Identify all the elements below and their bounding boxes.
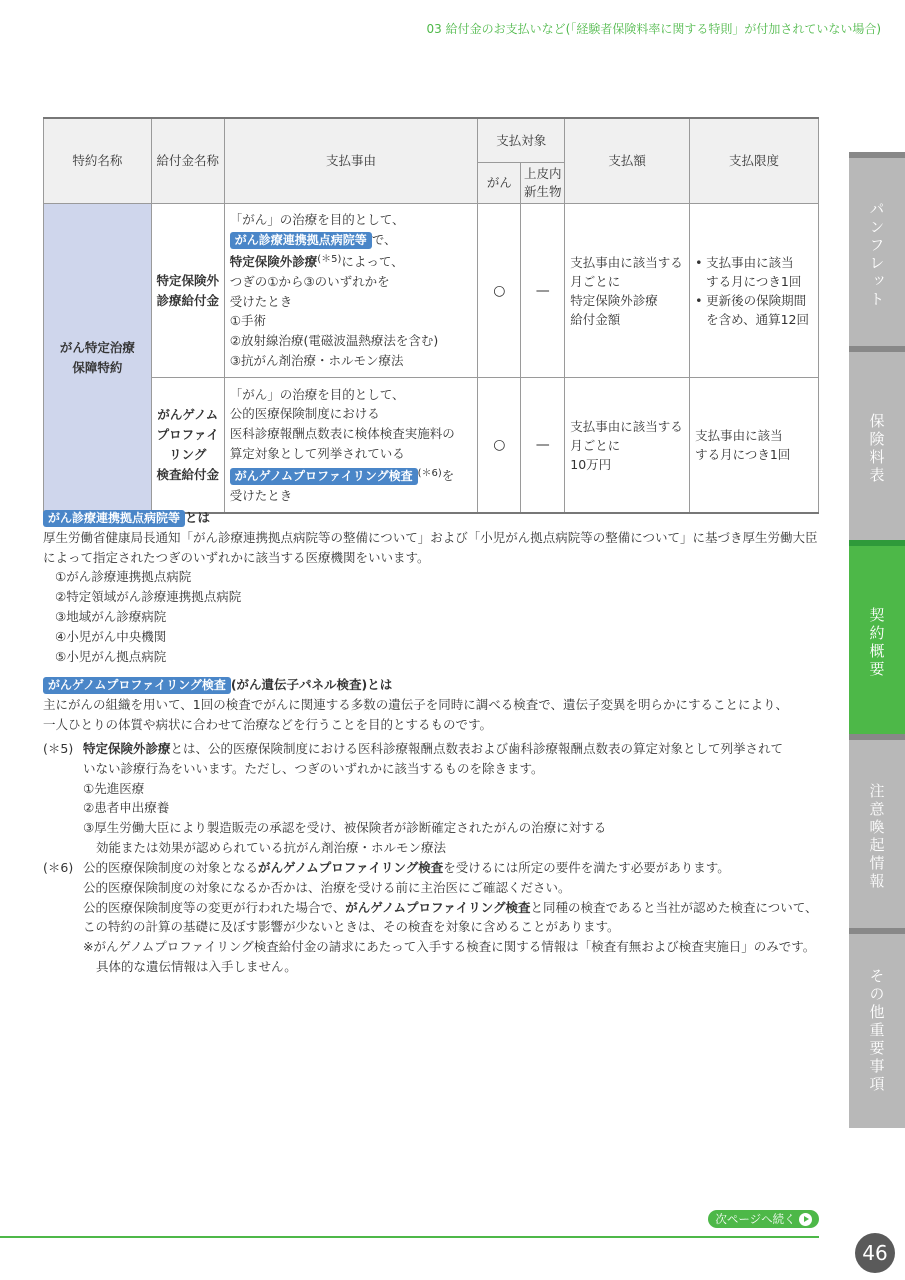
footer-divider xyxy=(0,1236,819,1238)
target-gan-mark: ○ xyxy=(478,378,521,514)
footnote-5: (＊5) 特定保険外診療とは、公的医療保険制度における医科診療報酬点数表および歯科診療報酬点数表の算定対象として列挙されて いない診療行為をいいます。ただし、つぎのいずれかに該当するものを除きます。 ①先進医療 ②患者申出療養 ③厚生労働大臣により製造販売の承認を受け、被保険者が診断確定されたがんの治療に対する 効能または効果が認められている抗がん剤治療・ホルモン療法 xyxy=(43,741,784,855)
target-neoplasm-mark: — xyxy=(521,204,565,378)
benefit-table xyxy=(43,117,819,514)
side-tab-contract-summary[interactable]: 契約概要 xyxy=(849,540,905,740)
limit-cell: • 支払事由に該当 する月につき1回 • 更新後の保険期間 を含め、通算12回 xyxy=(690,204,819,378)
hospital-definition: がん診療連携拠点病院等 とは 厚生労働省健康局長通知「がん診療連携拠点病院等の整備について」および「小児がん拠点病院等の整備について」に基づき厚生労働大臣 によって指定されたつぎのいずれかに該当する医療機関をいいます。 ①がん診療連携拠点病院 ②特定領域がん診療連携拠点病院 ③地域がん診療病院 ④小児がん中央機関 ⑤小児がん拠点病院 xyxy=(43,508,823,666)
next-arrow-icon xyxy=(799,1213,812,1226)
list-item: ②特定領域がん診療連携拠点病院 xyxy=(55,589,242,605)
col-header-benefit: 給付金名称 xyxy=(151,118,224,204)
side-tab-premium-table[interactable]: 保険料表 xyxy=(849,346,905,546)
list-item: ⑤小児がん拠点病院 xyxy=(55,648,167,664)
benefit-name-cell: がんゲノム プロファイ リング 検査給付金 xyxy=(151,378,224,514)
limit-cell: 支払事由に該当 する月につき1回 xyxy=(690,378,819,514)
target-gan-mark: ○ xyxy=(478,204,521,378)
table-row xyxy=(44,378,819,514)
col-header-target-neoplasm: 上皮内 新生物 xyxy=(521,163,565,204)
side-tab-other-matters[interactable]: その他重要事項 xyxy=(849,928,905,1128)
genome-test-definition: がんゲノムプロファイリング検査 (がん遺伝子パネル検査)とは 主にがんの組織を用いて、1回の検査でがんに関連する多数の遺伝子を同時に調べる検査で、遺伝子変異を明らかにすることにより、 一人ひとりの体質や病状に合わせて治療などを行うことを目的とするものです。 xyxy=(43,677,788,732)
col-header-target-gan: がん xyxy=(478,163,521,204)
benefit-name-cell: 特定保険外 診療給付金 xyxy=(151,204,224,378)
table-row xyxy=(44,204,819,378)
col-header-amount: 支払額 xyxy=(565,118,690,204)
list-item: ③地域がん診療病院 xyxy=(55,608,167,624)
reason-cell: 「がん」の治療を目的として、 公的医療保険制度における 医科診療報酬点数表に検体検査実施料の 算定対象として列挙されている がんゲノムプロファイリング検査 $^{(*6)}$を 受けたとき xyxy=(224,378,478,514)
list-item: ①がん診療連携拠点病院 xyxy=(55,569,192,585)
col-header-reason: 支払事由 xyxy=(224,118,478,204)
amount-cell: 支払事由に該当する 月ごとに 特定保険外診療 給付金額 xyxy=(565,204,690,378)
page-number: 46 xyxy=(855,1233,895,1273)
hospital-tag: がん診療連携拠点病院等 xyxy=(43,510,185,527)
footnote-6: (＊6) 公的医療保険制度の対象となるがんゲノムプロファイリング検査を受けるには所定の要件を満たす必要があります。 公的医療保険制度の対象になるか否かは、治療を受ける前に主治医にご確認ください。 公的医療保険制度等の変更が行われた場合で、がんゲノムプロファイリング検査と同種の検査であると当社が認めた検査について、 この特約の計算の基礎に及ぼす影響が少ないときは、その検査を対象に含めることがあります。 ※がんゲノムプロファイリング検査給付金の請求にあたって入手する検査に関する情報は「検査有無および検査実施日」のみです。 具体的な遺伝情報は入手しません。 xyxy=(43,860,818,974)
list-item: ④小児がん中央機関 xyxy=(55,628,167,644)
side-tab-pamphlet[interactable]: パンフレット xyxy=(849,152,905,352)
bullet-icon: • xyxy=(695,292,703,308)
special-name-cell: がん特定治療 保障特約 xyxy=(44,204,152,514)
reason-cell: 「がん」の治療を目的として、 がん診療連携拠点病院等 で、 特定保険外診療$^{(*5)}$によって、 つぎの①から③のいずれかを 受けたとき ①手術 ②放射線治療(電磁波温熱療法を含む) ③抗がん剤治療・ホルモン療法 xyxy=(224,204,478,378)
amount-cell: 支払事由に該当する 月ごとに 10万円 xyxy=(565,378,690,514)
hospital-tag: がん診療連携拠点病院等 xyxy=(230,232,372,249)
section-header: 03 給付金のお支払いなど(「経験者保険料率に関する特則」が付加されていない場合) xyxy=(426,22,881,36)
side-tab-caution-info[interactable]: 注意喚起情報 xyxy=(849,734,905,934)
col-header-target: 支払対象 xyxy=(478,118,565,163)
genome-test-tag: がんゲノムプロファイリング検査 xyxy=(230,468,418,485)
next-page-button[interactable]: 次ページへ続く xyxy=(708,1210,819,1228)
col-header-special: 特約名称 xyxy=(44,118,152,204)
bullet-icon: • xyxy=(695,254,703,270)
target-neoplasm-mark: — xyxy=(521,378,565,514)
genome-test-tag: がんゲノムプロファイリング検査 xyxy=(43,677,231,694)
col-header-limit: 支払限度 xyxy=(690,118,819,204)
